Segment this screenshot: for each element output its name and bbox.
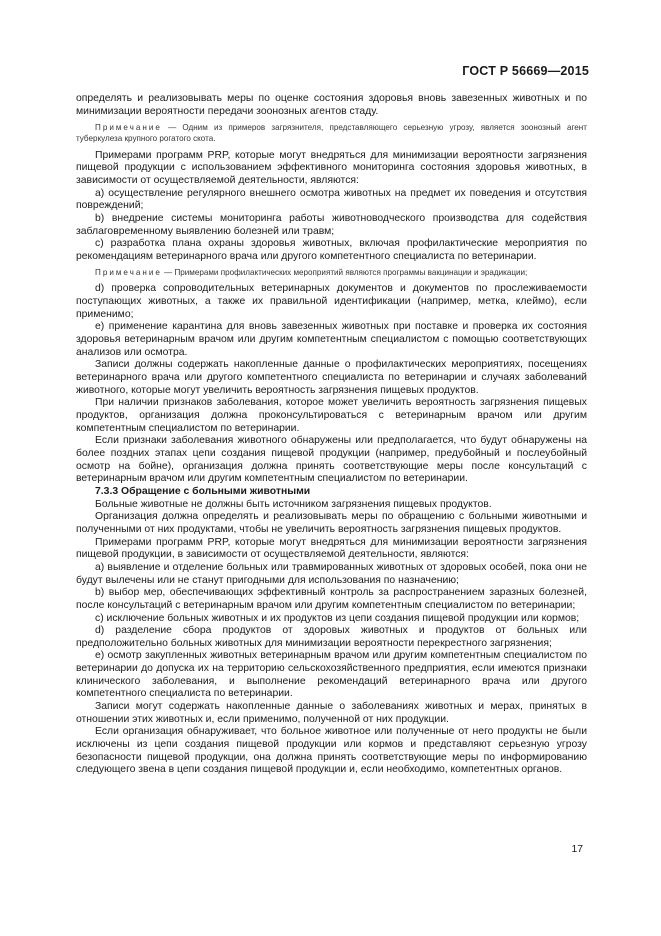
list-item: d) разделение сбора продуктов от здоровых животных и продуктов от больных или предположительно больных животных для минимизации вероятности перекрестного загрязнения; (76, 625, 587, 649)
paragraph: Если организация обнаруживает, что больное животное или полученные от него продукты не были исключены из цепи создания пищевой продукции или кормов и представляют серьезную угрозу безопасности пищевой продукции, она должна принять соответствующие меры по информированию следующего звена в цепи создания пищевой продукции и, если необходимо, компетентных органов. (76, 726, 587, 776)
section-heading: 7.3.3 Обращение с больными животными (95, 485, 311, 497)
list-item: b) внедрение системы мониторинга работы животноводческого производства для содействия заблаговременному выявлению болезней или травм; (76, 212, 587, 237)
paragraph: Примерами программ PRP, которые могут внедряться для минимизации вероятности загрязнения пищевой продукции, в зависимости от осуществляемой деятельности, являются: (76, 536, 587, 561)
note-label: Примечание (95, 268, 162, 278)
note-text: — Одним из примеров загрязнителя, представляющего серьезную угрозу, является зоонозный агент туберкулеза крупного рогатого скота. (76, 122, 587, 144)
paragraph: Записи могут содержать накопленные данные о заболеваниях животных и мерах, принятых в отношении этих животных и, если применимо, полученной от них продукции. (76, 701, 587, 725)
note (76, 122, 587, 145)
paragraph: Записи должны содержать накопленные данные о профилактических мероприятиях, посещениях ветеринарного врача или другого компетентного специалиста по ветеринарии и случаях заболеваний животного, которые могут увеличить вероятность загрязнения пищевых продуктов. (76, 359, 587, 396)
paragraph: Больные животные не должны быть источником загрязнения пищевых продуктов. (95, 498, 492, 510)
list-item: a) выявление и отделение больных или травмированных животных от здоровых особей, пока они не будут вылечены или не станут пригодными для использования по назначению; (76, 561, 587, 586)
list-item: c) исключение больных животных и их продуктов из цепи создания пищевой продукции или кормов; (95, 612, 580, 624)
list-item: b) выбор мер, обеспечивающих эффективный контроль за распространением заразных болезней, после консультаций с ветеринарным врачом или другим компетентным специалистом по ветеринарии; (76, 587, 587, 611)
list-item: e) осмотр закупленных животных ветеринарным врачом или другим компетентным специалистом по ветеринарии до допуска их на территорию сельскохозяйственного предприятия, если имеются признаки клинического заболевания, и выполнение рекомендаций ветеринарного врача или другого компетентного специалиста по ветеринарии. (76, 650, 587, 700)
list-item: d) проверка сопроводительных ветеринарных документов и документов по прослеживаемости поступающих животных, а также их правильной идентификации (например, метка, клеймо), если применимо; (76, 283, 587, 320)
paragraph: Если признаки заболевания животного обнаружены или предполагается, что будут обнаружены на более поздних этапах цепи создания пищевой продукции (например, предубойный и послеубойный осмотр на бойне), организация должна принять соответствующие меры после консультаций с ветеринарным врачом или другим компетентным специалистом по ветеринарии. (76, 435, 587, 485)
document-body (76, 93, 587, 777)
page-number: 17 (571, 844, 583, 855)
paragraph: Примерами программ PRP, которые могут внедряться для минимизации вероятности загрязнения пищевой продукции с использованием эффективного мониторинга состояния здоровья животных, в зависимости от осуществляемой деятельности, являются: (76, 149, 587, 186)
paragraph: определять и реализовывать меры по оценке состояния здоровья вновь завезенных животных и по минимизации вероятности передачи зоонозных агентов стаду. (76, 93, 587, 117)
paragraph: При наличии признаков заболевания, которое может увеличить вероятность загрязнения пищевых продуктов, организация должна проконсультироваться с ветеринарным врачом или другим компетентным специалистом по ветеринарии. (76, 397, 587, 434)
note (76, 267, 587, 278)
note-text: — Примерами профилактических мероприятий являются программы вакцинации и эрадикации; (161, 268, 528, 278)
list-item: a) осуществление регулярного внешнего осмотра животных на предмет их поведения и отсутствия повреждений; (76, 187, 587, 212)
list-item: c) разработка плана охраны здоровья животных, включая профилактические мероприятия по рекомендациям ветеринарного врача или другого компетентного специалиста по ветеринарии. (76, 238, 587, 262)
paragraph: Организация должна определять и реализовывать меры по обращению с больными животными и полученными от них продуктами, чтобы не увеличить вероятность загрязнения пищевых продуктов. (76, 511, 587, 535)
list-item: e) применение карантина для вновь завезенных животных при поставке и проверка их состояния здоровья ветеринарным врачом или другим компетентным специалистом с помощью соответствующих анализов или осмотра. (76, 321, 587, 358)
document-number: ГОСТ Р 56669—2015 (462, 64, 589, 78)
note-label: Примечание (95, 122, 162, 132)
